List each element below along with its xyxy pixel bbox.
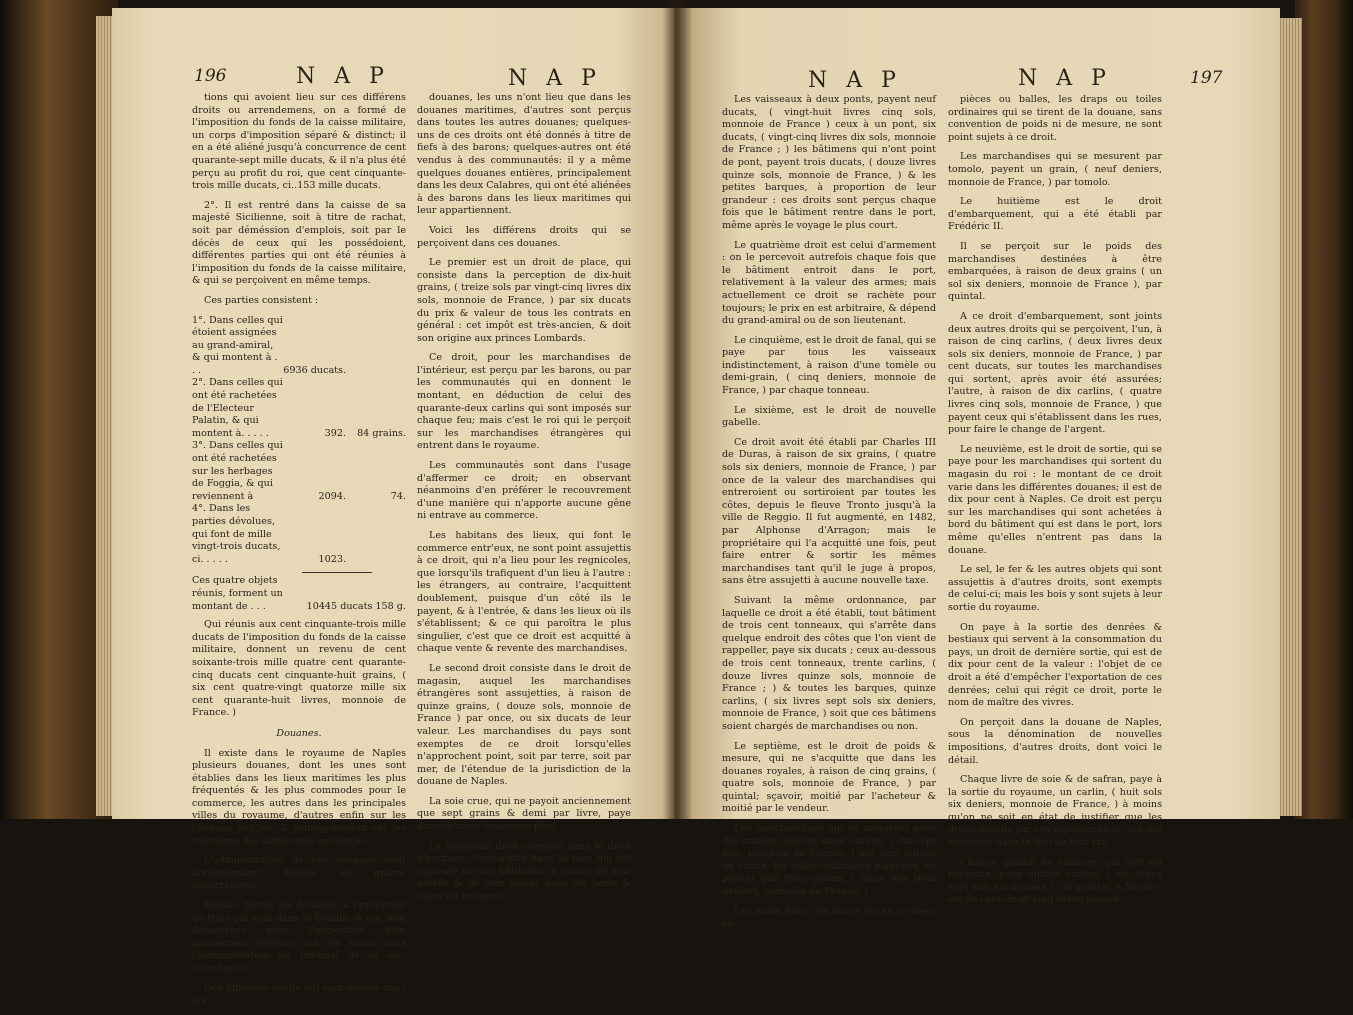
paragraph: Suivant la même ordonnance, par laquelle ce droit a été établi, tout bâtiment de trois cent tonneaux, qui s'arrête dans quelque endroit des côtes que l'on vient de rappeller, paye six ducats ; ceux au-dessous de trois cent tonneaux, trente carlins, ( douze livres quinze sols, monnoie de France ; ) & toutes les barques, quinze carlins, ( six livres sept sols six deniers, monnoie de France, ) soit que ces bâtimens soient chargés de marchandises ou non. [722,594,936,732]
table-cell-label: 4°. Dans les parties dévolues, qui font de mille vingt-trois ducats, ci. . . . . [192,503,281,565]
text-column-left [722,94,936,938]
paragraph: On perçoit dans la douane de Naples, sous la dénomination de nouvelles impositions, d'autres droits, dont voici le détail. [948,716,1162,766]
paragraph: A ce droit d'embarquement, sont joints deux autres droits qui se perçoivent, l'un, à raison de cinq carlins, ( deux livres deux sols six deniers, monnoie de France, ) par cent ducats, sur toutes les marchandises qui sortent, après avoir été assurées; l'autre, à raison de dix carlins, ( quatre livres cinq sols, monnoie de France, ) que payent ceux qui s'établissent dans les rues, pour faire le change de l'argent. [948,310,1162,436]
table-cell-value [346,315,406,378]
running-head: N A P [508,66,602,91]
paragraph: tions qui avoient lieu sur ces différens droits ou arrendemens, on a formé de l'imposition du fonds de la caisse militaire, un corps d'imposition séparé & distinct; il en a été aliéné jusqu'à concurrence de cent quarante-sept mille ducats, & il n'a plus été perçu au profit du roi, que cent cinquante-trois mille ducats, ci..153 mille ducats. [192,92,406,192]
paragraph: Le quatrième droit est celui d'armement : on le percevoit autrefois chaque fois que le bâtiment entroit dans le port, relativement à la valeur des armes; mais actuellement ce droit se rachète pour toujours; le prix en est arbitraire, & dépend du grand-amiral ou de son lieutenant. [722,239,936,327]
table-cell-label: 2°. Dans celles qui ont été rachetées de l'Electeur Palatin, & qui montent à. . . . . [192,377,283,439]
book-cover-right [1295,0,1353,819]
paragraph: Le huitième est le droit d'embarquement, qui a été établi par Frédéric II. [948,196,1162,233]
paragraph: Le septième, est le droit de poids & mesure, qui ne s'acquitte que dans les douanes royales, à raison de cinq grains, ( quatre sols, monnoie de France, ) par quintal; sçavoir, moitié par l'acheteur & moitié par le vendeur. [722,740,936,815]
book-gutter [662,0,692,819]
table-cell-value: 6936 ducats. [283,364,346,376]
table-cell-value: 10445 ducats 158 g. [306,600,406,612]
table-row [192,315,406,378]
sum-rule [302,572,372,573]
paragraph: Le troisième droit consiste dans le droit d'ancrage, c'est-à-dire dans la taxe qui est imposée sur les bâtimens, à raison de leur entrée & de leur séjour dans les ports & baies du royaume. [417,840,631,903]
table-cell-value: 1023. [318,553,346,565]
table-cell-value: 392. [324,427,346,439]
table-cell-label: 3°. Dans celles qui ont été rachetées sur les herbages de Foggia, & qui reviennent à [192,440,283,502]
table-cell-value: 2094. [318,490,346,502]
paragraph: Les marchandises qui se mesurent avec des cannes, payent deux carlins, ( dix-sept sols, monnoie de France, ) par cent aulnes de canne; les toiles ordinaires blanches, ne payent que trois grains, ( deux sols trois deniers, monnoie de France. ) [722,823,936,898]
paragraph: Le sixième, est le droit de nouvelle gabelle. [722,404,936,429]
paragraph: Des différens droits qui sont perçus dans les [192,982,406,1007]
paragraph: L'administration de ces douanes étoit anciennement divisée en quatre départemens. [192,855,406,892]
paragraph: Voici les différens droits qui se perçoivent dans ces douanes. [417,224,631,249]
total-table [192,575,406,613]
paragraph: On paye à la sortie des denrées & bestiaux qui servent à la consommation du pays, un droit de dernière sortie, qui est de dix pour cent de la valeur : l'objet de ce droit a été d'empêcher l'exportation de ces denrées; celui qui régit ce droit, porte le nom de maître des vivres. [948,621,1162,709]
table-row [192,575,406,613]
right-page [674,8,1280,930]
page-number: 196 [194,66,227,86]
paragraph: Les communautés sont dans l'usage d'affermer ce droit; en observant néanmoins d'en préférer le recouvrement d'une manière qui n'apporte aucune gêne ni entrave au commerce. [417,460,631,522]
text-column-right [417,92,631,911]
paragraph: Le cinquième, est le droit de fanal, qui se paye par tous les vaisseaux indistinctement, à raison d'une tomèle ou demi-grain, ( cinq deniers, monnoie de France, ) par chaque tonneau. [722,334,936,397]
paragraph: 2°. Il est rentré dans la caisse de sa majesté Sicilienne, soit à titre de rachat, soit par déméssion d'emplois, soit par le décès de ceux qui les possédoient, différentes parties qui ont été réunies à l'imposition du fonds de la caisse militaire, & qui se perçoivent en même temps. [192,199,406,287]
paragraph: Ces parties consistent : [204,294,319,306]
paragraph: Chaque livre de soie & de safran, paye à la sortie du royaume, un carlin, ( huit sols six deniers, monnoie de France, ) à moins qu'on ne soit en état de justifier que les droits établis sur ces marchandises, ont été acquittés dans le lieu de leur crû. [948,774,1162,849]
revenue-table [192,315,406,567]
paragraph: Le premier est un droit de place, qui consiste dans la perception de dix-huit grains, ( treize sols par vingt-cinq livres dix sols, monnoie de France, ) par six ducats du prix & valeur de tous les contrats en général : cet impôt est très-ancien, & doit son origine aux princes Lombards. [417,257,631,344]
paragraph: Qui réunis aux cent cinquante-trois mille ducats de l'imposition du fonds de la caisse militaire, donnent un revenu de cent soixante-trois mille quatre cent quarante-cinq ducats cent cinquante-huit grains, ( six cent quatre-vingt quatorze mille six cent quarante-huit livres, monnoie de France. ) [192,619,406,719]
paragraph: La soie crue, qui ne payoit anciennement que sept grains & demi par livre, paye actuellement beaucoup plus. [417,795,631,833]
paragraph: Les vaisseaux à deux ponts, payent neuf ducats, ( vingt-huit livres cinq sols, monnoie de France ) ceux à un pont, six ducats, ( vingt-cinq livres dix sols, monnoie de France ; ) les bâtimens qui n'ont point de pont, payent trois ducats, ( douze livres quinze sols, monnoie de France, ) & les petites barques, à proportion de leur grandeur : ces droits sont perçus chaque fois que le bâtiment rentre dans le port, même après le voyage le plus court. [722,94,936,231]
running-head: N A P [1018,66,1112,91]
paragraph: Le second droit consiste dans le droit de magasin, auquel les marchandises étrangères sont assujetties, à raison de quinze grains, ( douze sols, monnoie de France ) par once, ou six ducats de leur valeur. Les marchandises du pays sont exemptes de ce droit lorsqu'elles n'approchent point, soit par terre, soit par mer, de l'étendue de la jurisdiction de la douane de Naples. [417,662,631,788]
paragraph: pièces ou balles, les draps ou toiles ordinaires qui se tirent de la douane, sans convention de poids ni de mesure, ne sont point sujets à ce droit. [948,94,1162,143]
paragraph: Ce droit avoit été établi par Charles III de Duras, à raison de six grains, ( quatre sols six deniers, monnoie de France, ) par once de la valeur des marchandises qui entreroient ou sortiroient par toutes les côtes, depuis le fleuve Tronto jusqu'à la ville de Reggio. Il fut augmenté, en 1482, par Alphonse d'Arragon; mais le propriétaire qui l'a acquitté une fois, peut faire entrer & sortir les mêmes marchandises tant qu'il le juge à propos, sans être assujetti à aucune nouvelle taxe. [722,436,936,587]
table-cell-label: 1°. Dans celles qui étoient assignées au grand-amiral, & qui montent à . . . [192,314,283,376]
page-number: 197 [1190,68,1223,88]
text-column-left [192,92,406,1015]
paragraph: Ce droit, pour les marchandises de l'intérieur, est perçu par les barons, ou par les communautés qui en donnent le montant, en déduction de celui des quarante-deux carlins qui sont imposés sur chaque feu; mais c'est le roi qui le perçoit sur les marchandises étrangères qui entrent dans le royaume. [417,352,631,452]
left-page [112,8,682,1007]
table-cell-value: 84 grains. [357,427,406,439]
paragraph: Il existe dans le royaume de Naples plusieurs douanes, dont les unes sont établies dans les lieux maritimes les plus fréquentés & les plus commodes pour le commerce, les autres dans les principales villes du royaume, d'autres enfin sur les chemins publics, & principalement sur les frontières des différentes provinces. [192,747,406,847]
paragraph: Les toiles fines, les draps qui se vendent en [722,905,936,930]
paragraph: Depuis, toutes les douanes, à l'exception de trois qui sont dans la Pouille, & qui sont demeurées sous l'inspection d'un gouverneur général, ont été mises sous l'administration du tribunal de la sur-intendance. [192,900,406,974]
table-row [192,377,406,440]
table-cell-value [346,503,406,566]
table-row [192,503,406,566]
paragraph: Le sel, le fer & les autres objets qui sont assujettis à d'autres droits, sont exempts de celui-ci; mais les bois y sont sujets à leur sortie du royaume. [948,564,1162,613]
paragraph: Il se perçoit sur le poids des marchandises destinées à être embarquées, à raison de deux grains ( un sol six deniers, monnoie de France ), par quintal. [948,240,1162,303]
paragraph: Les habitans des lieux, qui font le commerce entr'eux, ne sont point assujettis à ce droit, qui n'a lieu pour les regnicoles, que lorsqu'ils trafiquent d'un lieu à l'autre : les étrangers, au contraire, l'acquittent doublement, puisque d'un côté ils le payent, & à l'entrée, & dans les lieux où ils s'établissent; & ce qui paroîtra le plus singulier, c'est que ce droit est acquitté à chaque vente & revente des marchandises. [417,530,631,655]
table-row [192,440,406,503]
paragraph: Les marchandises qui se mesurent par tomolo, payent un grain, ( neuf deniers, monnoie de France, ) par tomolo. [948,151,1162,188]
paragraph: Chaque quintal de chanvre, qui sort du royaume, paye quinze carlins, ( six livres sept sols six deniers ) : le quintal, à Naples, est de cent-vingt-cinq livres pesant. [948,856,1162,906]
running-head: N A P [808,68,902,93]
table-cell-value: 74. [390,490,406,502]
text-column-right [948,94,1162,914]
paragraph: douanes, les uns n'ont lieu que dans les douanes maritimes, d'autres sont perçus dans toutes les autres douanes; quelques-uns de ces droits ont été donnés à titre de fiefs à des barons; quelques-autres ont été vendus à des communautés: il y a même quelques douanes entières, principalement dans les deux Calabres, qui ont été aliénées à des barons dans les lieux maritimes qui leur appartiennent. [417,92,632,217]
running-head: N A P [296,64,390,89]
paragraph: Le neuvième, est le droit de sortie, qui se paye pour les marchandises qui sortent du magasin du roi : le montant de ce droit varie dans les différentes douanes; il est de dix pour cent à Naples. Ce droit est perçu sur les marchandises qui sont achetées à bord du bâtiment qui est dans le port, lors même qu'elles n'entrent pas dans la douane. [948,443,1162,556]
section-title: Douanes. [276,727,322,739]
table-cell-label: Ces quatre objets réunis, forment un montant de . . . [192,575,283,612]
